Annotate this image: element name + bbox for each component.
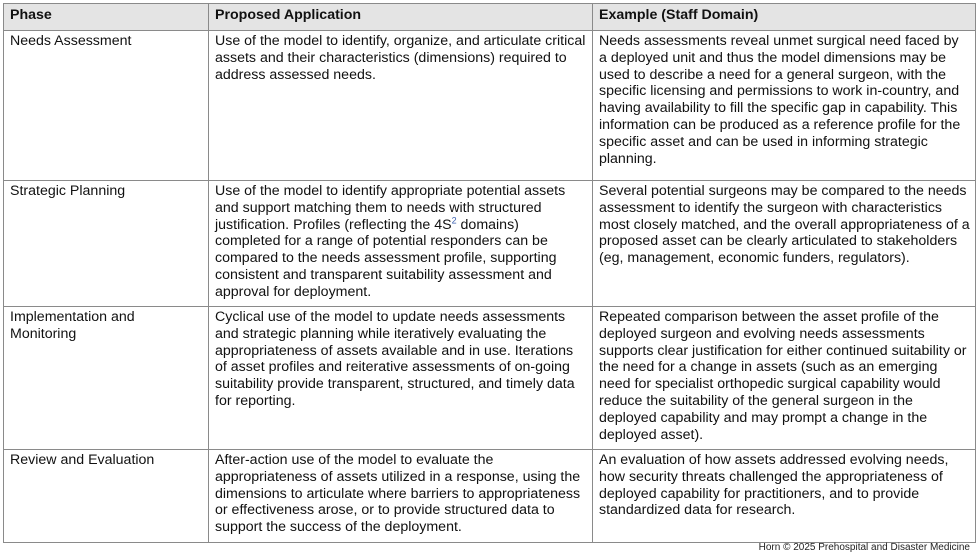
application-cell [209, 181, 593, 307]
application-text-after: domains) completed for a range of potential responders can be compared to the needs assessment profile, supporting consistent and transparent suitability assessment and approval for deployment. [215, 216, 557, 300]
phase-cell: Needs Assessment [4, 31, 209, 181]
application-text-before: Use of the model to identify appropriate potential assets and support matching them to needs with structured justification. Profiles (reflecting the 4S [215, 183, 566, 233]
application-cell: After-action use of the model to evaluate the appropriateness of assets utilized in a response, using the dimensions to articulate where barriers to appropriateness or effectiveness arose, or to provide structured data to support the success of the deployment. [209, 450, 593, 543]
copyright-credit: Horn © 2025 Prehospital and Disaster Medicine [758, 542, 970, 553]
table-row [4, 181, 976, 307]
example-cell: Repeated comparison between the asset profile of the deployed surgeon and evolving needs assessments supports clear justification for either continued suitability or the need for a change in assets (such as an emerging need for specialist orthopedic surgical capability would reduce the suitability of the general surgeon in the deployed capability and may prompt a change in the deployed asset). [593, 307, 976, 450]
header-example-staff-domain: Example (Staff Domain) [593, 4, 976, 31]
example-cell: Several potential surgeons may be compared to the needs assessment to identify the surgeon with characteristics most closely matched, and the overall appropriateness of a proposed asset can be clearly articulated to stakeholders (eg, management, economic funders, regulators). [593, 181, 976, 307]
header-proposed-application: Proposed Application [209, 4, 593, 31]
example-cell: Needs assessments reveal unmet surgical need faced by a deployed unit and thus the model dimensions may be used to describe a need for a general surgeon, with the specific licensing and permissions to work in-country, and having availability to fill the specific gap in capability. This information can be produced as a reference profile for the specific asset and can be used in informing strategic planning. [593, 31, 976, 181]
table-row [4, 31, 976, 181]
phase-application-table [3, 3, 976, 543]
application-cell: Use of the model to identify, organize, and articulate critical assets and their characteristics (dimensions) required to address assessed needs. [209, 31, 593, 181]
phase-cell: Review and Evaluation [4, 450, 209, 543]
table-row [4, 307, 976, 450]
header-phase: Phase [4, 4, 209, 31]
table-header-row [4, 4, 976, 31]
table-row [4, 450, 976, 543]
phase-cell: Strategic Planning [4, 181, 209, 307]
application-cell: Cyclical use of the model to update needs assessments and strategic planning while iteratively evaluating the appropriateness of assets available and in use. Iterations of asset profiles and reiterative assessments of on-going suitability provide transparent, structured, and timely data for reporting. [209, 307, 593, 450]
example-cell: An evaluation of how assets addressed evolving needs, how security threats challenged the appropriateness of deployed capability for practitioners, and to provide standardized data for research. [593, 450, 976, 543]
phase-cell: Implementation and Monitoring [4, 307, 209, 450]
citation-superscript: 2 [451, 214, 457, 225]
